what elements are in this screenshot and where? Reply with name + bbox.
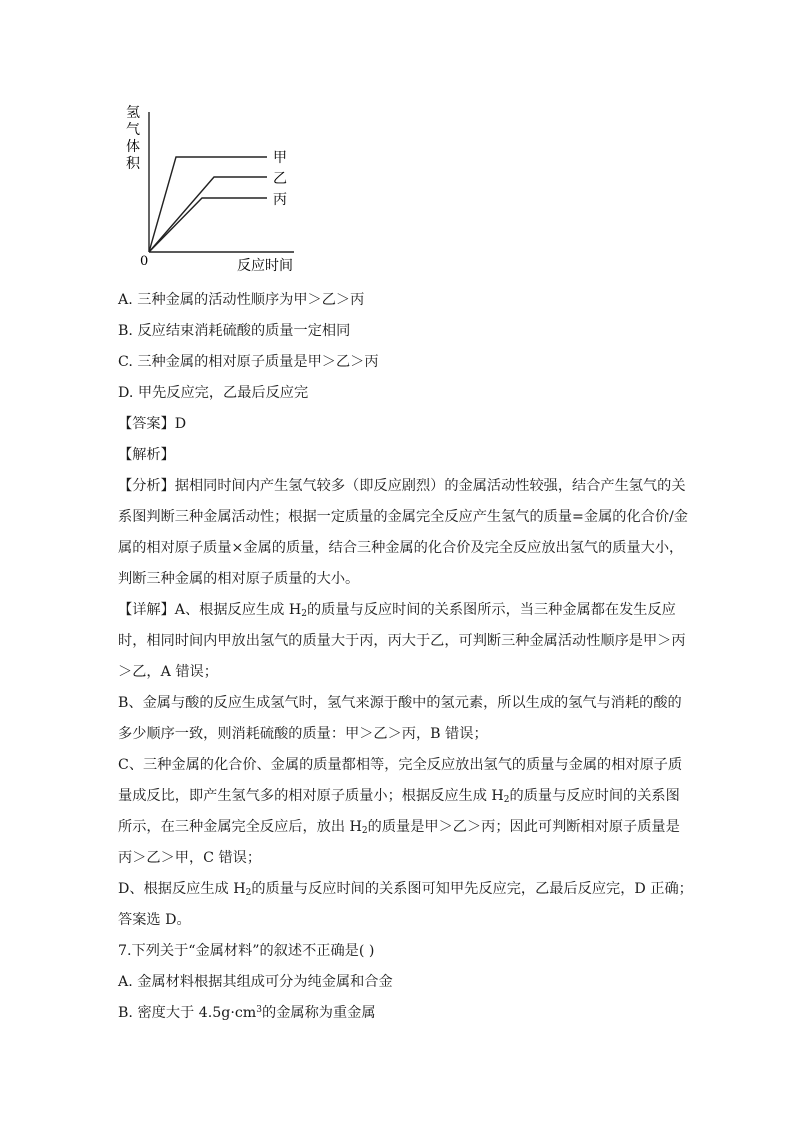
subscript: 2 <box>301 609 307 619</box>
y-axis-label-char: 气 <box>126 122 140 138</box>
option-d: D. 甲先反应完，乙最后反应完 <box>118 385 309 401</box>
detail-c-line-3 <box>118 817 684 837</box>
text-span: D、根据反应生成 H <box>118 881 246 897</box>
superscript: 3 <box>256 1005 262 1015</box>
subscript: 2 <box>245 888 252 898</box>
y-axis-label-char: 体 <box>126 139 140 155</box>
option-c: C. 三种金属的相对原子质量是甲＞乙＞丙 <box>118 354 379 370</box>
detail-c-line-4: 丙＞乙＞甲，C 错误； <box>118 850 262 866</box>
detail-d-line-1 <box>118 879 693 899</box>
detail-c-line-1: C、三种金属的化合价、金属的质量都相等，完全反应放出氢气的质量与金属的相对原子质 <box>118 757 683 773</box>
analysis-heading: 【解析】 <box>118 447 175 463</box>
origin-label: 0 <box>140 254 149 269</box>
subscript: 2 <box>361 826 368 836</box>
q7-option-a: A. 金属材料根据其组成可分为纯金属和合金 <box>118 974 393 990</box>
text-span: 【详解】A、根据反应生成 H <box>118 602 302 618</box>
detail-d-line-2: 答案选 D。 <box>118 912 191 928</box>
detail-a-line-1 <box>118 600 684 620</box>
analysis-line: 系图判断三种金属活动性；根据一定质量的金属完全反应产生氢气的质量=金属的化合价/金 <box>118 509 688 525</box>
chart-svg <box>112 100 312 280</box>
detail-c-line-2 <box>118 786 684 806</box>
text-span: B. 密度大于 4.5g·cm <box>118 1005 257 1021</box>
option-a: A. 三种金属的活动性顺序为甲＞乙＞丙 <box>118 292 365 308</box>
text-span: 的质量是甲＞乙＞丙；因此可判断相对原子质量是 <box>367 819 680 835</box>
answer-line: 【答案】D <box>118 416 187 432</box>
series-label-bing: 丙 <box>273 192 287 208</box>
text-span: 的质量与反应时间的关系图可知甲先反应完，乙最后反应完，D 正确； <box>251 881 693 897</box>
x-axis-label: 反应时间 <box>237 258 293 274</box>
y-axis-label-char: 积 <box>126 156 140 172</box>
series-label-jia: 甲 <box>273 150 287 166</box>
detail-b-line-2: 多少顺序一致，则消耗硫酸的质量：甲＞乙＞丙，B 错误； <box>118 726 488 742</box>
text-span: 所示，在三种金属完全反应后，放出 H <box>118 819 362 835</box>
analysis-line: 属的相对原子质量×金属的质量，结合三种金属的化合价及完全反应放出氢气的质量大小， <box>118 540 684 556</box>
text-span: 的金属称为重金属 <box>262 1005 376 1021</box>
question-7-stem: 7.下列关于“金属材料”的叙述不正确是( ) <box>118 943 375 959</box>
text-span: 的质量与反应时间的关系图 <box>509 788 680 804</box>
detail-a-line-2: 时，相同时间内甲放出氢气的质量大于丙，丙大于乙，可判断三种金属活动性顺序是甲＞丙 <box>118 633 686 649</box>
analysis-line: 判断三种金属的相对原子质量的大小。 <box>118 571 360 587</box>
series-line-bing <box>149 198 267 252</box>
text-span: 量成反比，即产生氢气多的相对原子质量小；根据反应生成 H <box>118 788 504 804</box>
series-line-jia <box>149 157 267 252</box>
detail-a-line-3: ＞乙，A 错误； <box>118 664 218 680</box>
analysis-line: 【分析】据相同时间内产生氢气较多（即反应剧烈）的金属活动性较强，结合产生氢气的关 <box>118 478 686 494</box>
text-span: 的质量与反应时间的关系图所示，当三种金属都在发生反应 <box>306 602 676 618</box>
hydrogen-volume-chart <box>112 100 312 280</box>
y-axis-label-char: 氢 <box>126 105 140 121</box>
option-b: B. 反应结束消耗硫酸的质量一定相同 <box>118 323 351 339</box>
q7-option-b <box>118 1003 684 1023</box>
detail-b-line-1: B、金属与酸的反应生成氢气时，氢气来源于酸中的氢元素，所以生成的氢气与消耗的酸的 <box>118 695 682 711</box>
series-label-yi: 乙 <box>273 171 287 187</box>
subscript: 2 <box>503 795 510 805</box>
